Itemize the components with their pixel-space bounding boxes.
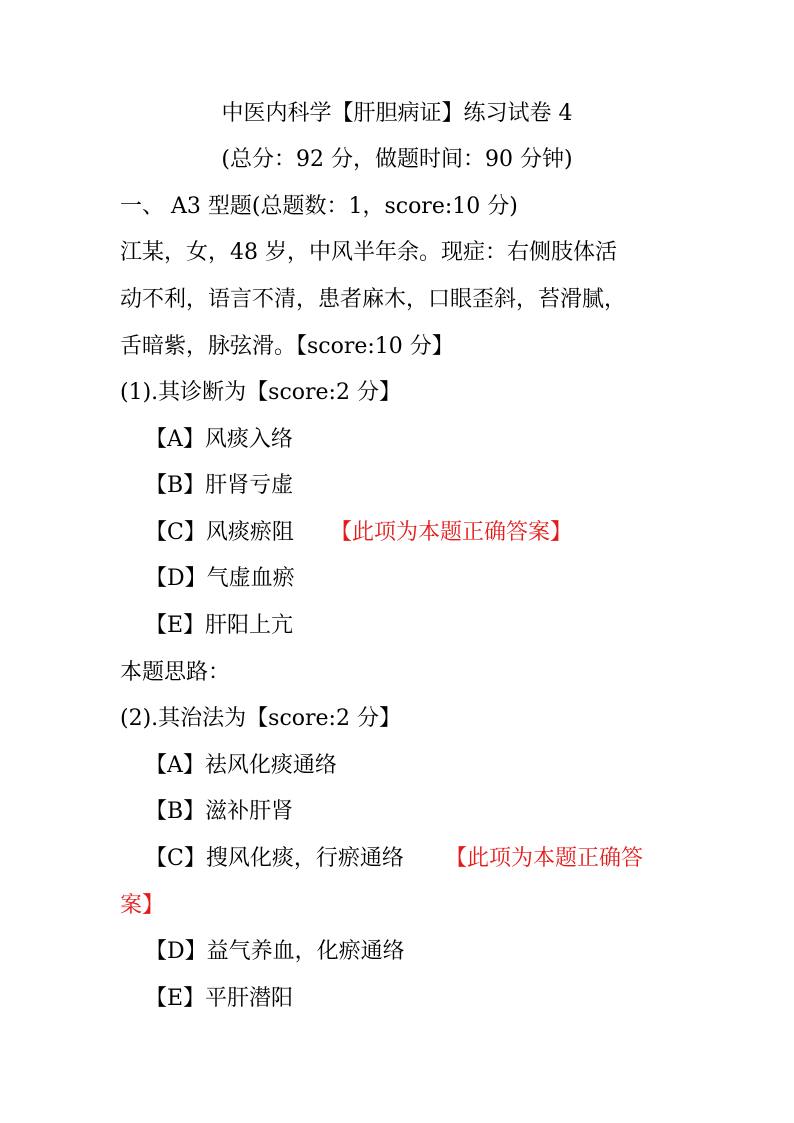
- option-d: 【D】气虚血瘀: [145, 566, 295, 591]
- question-stem: (2).其治法为【score:2 分】: [120, 706, 401, 731]
- option-e: 【E】肝阳上亢: [145, 613, 294, 638]
- option-b: 【B】滋补肝肾: [145, 799, 294, 824]
- option-c: 【C】风痰瘀阻: [145, 520, 294, 545]
- case-text-line: 江某，女，48 岁，中风半年余。现症：右侧肢体活: [120, 240, 617, 265]
- option-b: 【B】肝肾亏虚: [145, 473, 294, 498]
- section-heading: 一、 A3 型题(总题数：1，score:10 分): [120, 194, 518, 219]
- option-d: 【D】益气养血，化瘀通络: [145, 939, 405, 964]
- page-subtitle: (总分：92 分，做题时间：90 分钟): [221, 147, 573, 172]
- correct-answer-mark-part1: 【此项为本题正确答: [445, 846, 644, 871]
- option-a: 【A】祛风化痰通络: [145, 753, 337, 778]
- correct-answer-mark-part2: 案】: [120, 893, 165, 918]
- question-stem: (1).其诊断为【score:2 分】: [120, 380, 401, 405]
- correct-answer-mark: 【此项为本题正确答案】: [330, 520, 573, 545]
- case-text-line: 动不利，语言不清，患者麻木，口眼歪斜，苔滑腻，: [120, 287, 627, 312]
- option-a: 【A】风痰入络: [145, 427, 293, 452]
- case-text-line: 舌暗紫，脉弦滑。【score:10 分】: [120, 334, 454, 359]
- option-c: 【C】搜风化痰，行瘀通络: [145, 846, 404, 871]
- option-e: 【E】平肝潜阳: [145, 986, 294, 1011]
- page-title: 中医内科学【肝胆病证】练习试卷 4: [221, 101, 573, 126]
- explanation-label: 本题思路：: [120, 660, 231, 685]
